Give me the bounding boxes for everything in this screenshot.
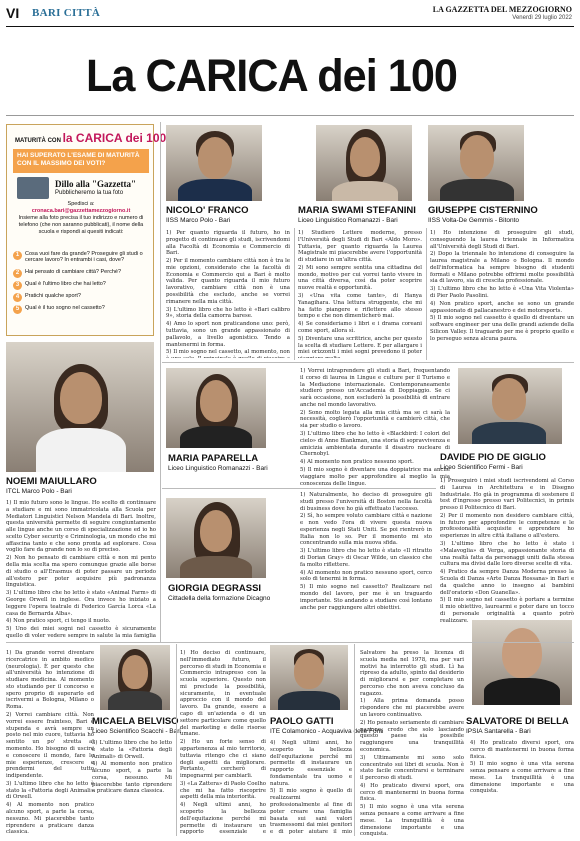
student-name: MICAELA BELVISO [92, 716, 179, 727]
photo-maria-swami-stefanini [316, 125, 412, 201]
article-noemi-maiullaro: 1) Il mio futuro sono le lingue. Ho scelto di continuare a studiare e mi sono immatricolata alla Scuola per Mediatori Linguistici Nelson Mandela di Bari. Inoltre, questa università permette di seguire congiuntamente alle lingue anche un corso di specializzazione ed io ho scelto Cyber security e Criminologia, un mondo che mi affascina tanto e che sono pronta ad esplorare. Cosa voglio fare da grande non lo so di preciso. 2) Non ho pensato di cambiare città e non mi pento della mia scelta ma spero comunque grazie alle borse di studio o all'Erasmus di poter passare un periodo all'estero per poter acquisire più padronanza linguistica. 3) L'ultimo libro che ho letto è stato «Animal Farm» di George Orwell in inglese. Ora invece ho iniziato a leggere l'opera teatrale di Federico García Lorca «La casa de Bernarda Alba». 4) Non pratico sport, ci tengo il nuoto. 5) Uno dei miei sogni nel cassetto è sicuramente quello di voler vedere sempre in salute la mia famiglia [6, 500, 156, 638]
article-paolo-gatti-cont: 4) Negli ultimi anni, ho scoperto la bellezza dell'equitazione perché mi permette di instaurare un rapporto essenziale e fondamentale tra uomo e natura. 5) Il mio sogno è quello di realizzarmi professionalmente al fine di poter creare una famiglia basata sui sani valori trasmessomi dai miei genitori e di poter aiutare il mio [270, 740, 352, 836]
headline-part1: La CARICA [86, 50, 307, 101]
article-nicolo-franco: 1) Per quanto riguarda il futuro, ho in progetto di continuare gli studi, iscrivendomi alla Facoltà di Economia e Commercio di Bari. 2) Per il momento cambiare città non è tra le mie opzioni, considerato che la facoltà di Economia e Commercio qui a Bari è molto valida. Per quanto riguarda il mio futuro lavorativo, cambiare città non è una possibilità che escludo, anche se vorrei rimanere nella mia città. 3) L'ultimo libro che ho letto è «Bari calibro 9», storia della camorra barese. 4) Amo lo sport non praticandone uno: però, tuttavia, sono un grande appassionato di pallavolo, a livello agonistico. Tendo a mantenermi in forma. 5) Il mio sogno nel cassetto, al momento, non [166, 230, 290, 356]
student-school: IISS Volta-De Gemmis - Bitonto [428, 217, 520, 224]
article-salvatore-di-bella-cont: 4) Ho praticato diversi sport, ora cerco di mantenermi in buona forma fisica. 5) Il mio sogno è una vita serena senza pensare a come arrivare a fine mese. La tranquillità è una dimensione importante e una conquista. [470, 740, 574, 795]
headline-divider [6, 115, 574, 116]
column-divider [354, 644, 355, 836]
student-name: PAOLO GATTI [270, 716, 334, 727]
column-divider [294, 228, 295, 360]
article-paolo-gatti: 1) Ho deciso di continuare, nell'immediato futuro, il percorso di studi in Economia e Commercio intrapreso con la scuola superiore. Questo non mi preclude la possibilità, sicuramente, in eventuale approccio con il mondo del lavoro. Da grande, essere a capo di un'azienda o di un settore particolare come quello del marketing e delle risorse umane. 2) Ho un forte senso di appartenenza al mio territorio, tuttavia ritengo che ci siano degli aspetti da migliorare. Pertanto, cercherò di impegnarmi per cambiarli. 3) «La Zattera» di Paolo Coelho che mi ha fatto riscoprire aspetti della mia interiorità. 4) Negli ultimi anni, ho scoperto la bellezza dell'equitazione perché mi permette di instaurare un rapporto essenziale e [180, 650, 266, 836]
promo-email-link[interactable]: cronaca.bari@gazzettamezzogiorno.it [31, 207, 131, 214]
page-header [6, 5, 574, 27]
phone-icon [17, 177, 49, 199]
student-name: DAVIDE PIO DE GIGLIO [440, 452, 546, 463]
student-name: MARIA PAPARELLA [168, 453, 259, 464]
article-davide-pio-de-giglio: 1) Proseguirò i miei studi iscrivendomi al Corso di Laurea in Architettura e in Disegno Industriale. Ho già in programma di sostenere il test d'ingresso presso vari Politecnici, in primis presso il Politecnico di Bari. 2) Per il momento non desidero cambiare città, in futuro per approfondire le competenze e le professionalità acquisite e apprendere ho esperienze in altre città italiane o all'estero. 3) L'ultimo libro che ho letto è stato i «Malavoglia» di Verga, appassionante storia di una realtà fatta da personaggi uniti dalla stessa cultura ma divisi dalle loro diverse scelte di vita. 4) Pratico da sempre Danza Moderna presso la Scuola di Danza «Arte Danza Rossana» in Bari e da qualche anno io insegno ai bambini dell'oratorio «Don Guanella». 5) Il mio sogno nel cassetto è portare a termine il mio obiettivo, laurearmi e poter dare un tocco di personale originalità a quanto potrò realizzare. [440, 478, 574, 624]
promo-question-5[interactable]: 5 Qual è il tuo sogno nel cassetto? [13, 305, 151, 314]
article-salvatore-di-bella: Salvatore ha preso la licenza di scuola media nel 1978, ma per vari motivi ha interrotto gli studi. Lì ha ripreso da adulto, spinto dal desiderio di migliorarsi e per completare un percorso che non aveva concluso da ragazzo. 1) Alla prima domanda posso rispondere che mi piacerebbe avere un lavoro continuativo. 2) Ho pensato seriamente di cambiare nazione, credo che solo lasciando questo paese sia possibile raggiungere una tranquillità economica. 3) Ultimamente mi sono solo concentrato sui libri di scuola. Non è stato facile concentrarsi e terminare il percorso di studi. 4) Ho praticato diversi sport, ora cerco di mantenermi in buona forma fisica. 5) Il mio sogno è una vita serena senza pensare a come arrivare a fine mese. La tranquillità è una dimensione importante e una conquista. [360, 650, 464, 836]
student-school: ITE Colamonico - Acquaviva delle Fonti [270, 728, 384, 735]
article-micaela-belviso: 1) Da grande vorrei diventare ricercatrice in ambito medico (neurologia). È per questo che all'università ho intenzione di studiare medicina. Al momento sto studiando per il concorso e spero proprio di superarlo ed iscrivermi a Bologna, Milano o Roma. 2) Vorrei cambiare città. Non vorrei essere frainteso, Bari è stupenda e avrà sempre un posto nel mio cuore, tuttavia ho sentito un po' stretta al momento. Ho bisogno di uscire e conoscere il mondo, fare le mie esperienze, crescere e prendermi del tutto indipendente. 3) L'ultimo libro che ho letto è stato la «Fattoria degli Animali» di Orwell. 4) Al momento non pratico alcuno sport, a parte la corsa, nessuno. Mi piacerebbe tanto riprendere a praticare danza classica. [6, 650, 94, 836]
student-name: NICOLO' FRANCO [166, 205, 249, 216]
promo-question-3[interactable]: 3 Qual è l'ultimo libro che hai letto? [13, 281, 151, 290]
headline-part2: dei 100 [317, 50, 458, 101]
photo-micaela-belviso [100, 645, 170, 710]
photo-giuseppe-cisternino [428, 125, 524, 201]
promo-send: Spedisci a: cronaca.bari@gazzettamezzogiorno.it Insieme alla foto precisa il tuo indirizzo e numero di telefono (che non saranno pubblicati), il nome della scuola e rispondi ai quesiti indicati: [13, 201, 149, 235]
student-name: MARIA SWAMI STEFANINI [298, 205, 416, 216]
student-school: ITCL Marco Polo - Bari [6, 488, 72, 495]
page-number: VI [6, 5, 20, 21]
row-divider [6, 642, 574, 643]
page-headline [86, 50, 457, 102]
photo-paolo-gatti [270, 645, 348, 710]
column-divider [426, 228, 427, 360]
photo-davide-pio-de-giglio [458, 368, 562, 444]
publication-date: Venerdì 29 luglio 2022 [512, 15, 572, 21]
column-divider [176, 644, 177, 836]
student-name: GIORGIA DEGRASSI [168, 583, 262, 594]
promo-pubblicheremo: Pubblicheremo la tua foto [55, 190, 124, 196]
student-school: IPSIA Santarella - Bari [466, 728, 531, 735]
promo-question-1[interactable]: 1 Cosa vuoi fare da grande? Proseguire gli studi o cercare lavoro? In entrambi i casi, dove? [13, 251, 151, 264]
section-title: BARI CITTÀ [32, 7, 101, 19]
student-name: NOEMI MAIULLARO [6, 476, 97, 487]
row-divider [162, 488, 436, 489]
promo-dillo: Dillo alla "Gazzetta" [55, 179, 136, 189]
photo-maria-paparella [166, 368, 266, 448]
student-school: Liceo Scientifico Scacchi - Bari [92, 728, 181, 735]
promo-question-2[interactable]: 2 Hai pensato di cambiare città? Perché? [13, 269, 151, 278]
student-school: Liceo Scientifico Fermi - Bari [440, 464, 523, 471]
student-school: Liceo Linguistico Romanazzi - Bari [168, 465, 268, 472]
column-divider [160, 122, 161, 642]
student-name: GIUSEPPE CISTERNINO [428, 205, 538, 216]
promo-box [6, 124, 167, 336]
student-school: Liceo Linguistico Romanazzi - Bari [298, 217, 398, 224]
article-micaela-belviso-cont: 3) L'ultimo libro che ho letto è stato la «Fattoria degli Animali» di Orwell. 4) Al momento non pratico alcuno sport, a parte la corsa, nessuno. Mi piacerebbe tanto riprendere a praticare danza classica. [92, 740, 172, 795]
article-maria-paparella: 1) Vorrei intraprendere gli studi a Bari, frequentando il corso di laurea in Lingue e culture per il Turismo e la Mediazione internazionale. Contemporaneamente studierò presso un'Accademia di Doppiaggio. Se ci sarà occasione, non escluderò la possibilità di entrare anche nel mondo lavorativo. 2) Sono molto legata alla mia città ma se ci sarà la necessità, coglierò l'opportunità e cambierò città, che sia per studio o lavoro. 3) L'ultimo libro che ho letto è «Blackbird: I colori del cielo» di Anne Blankman, una storia di sopravvivenza e amicizia ambientata durante il disastro nucleare di Chernobyl. 4) Al momento non pratico nessuno sport. 5) Il mio sogno è diventare una doppiatrice ma anche viaggiare molto per approfondire al meglio la mia conoscenza delle lingue. [300, 368, 450, 486]
promo-question-4[interactable]: 4 Pratichi qualche sport? [13, 293, 151, 302]
article-maria-swami-stefanini: 1) Studierò Lettere moderne, presso l'Università degli Studi di Bari «Aldo Moro». Tuttavia, per quanto riguarda la Laurea Magistrale mi piacerebbe avere l'opportunità di studiare in un'altra città. 2) Mi sono sempre sentita una cittadina del mondo, motivo per cui vorrei tanto vivere in una città diversa, così da poter scoprire nuove realtà e opportunità. 3) «Una vita come tante», di Hanya Yanagihara. Una lettura struggente, che mi ha fatto piangere e riflettere allo stesso tempo e che non dimenticherò mai. 4) Se consideriamo i libri e i drama coreani come sport, allora sì. 5) Diventare una scrittrice, anche per questo la scelta di studiare Lettere. E per allargare i miei orizzonti i miei sogni prevedono il poter [298, 230, 422, 356]
student-school: Cittadella della formazione Dicagno [168, 595, 271, 602]
promo-banner: HAI SUPERATO L'ESAME DI MATURITÀ CON IL MASSIMO DEI VOTI? [13, 149, 149, 173]
photo-noemi-maiullaro [6, 342, 154, 472]
student-school: IISS Marco Polo - Bari [166, 217, 231, 224]
newspaper-name: LA GAZZETTA DEL MEZZOGIORNO [432, 5, 572, 14]
promo-title: MATURITÀ CON la CARICA dei 100 [15, 131, 167, 145]
article-giuseppe-cisternino: 1) Ho intenzione di proseguire gli studi, conseguendo la laurea triennale in Informatica all'Università degli Studi di Bari. 2) Dopo la triennale ho intenzione di conseguire la laurea magistrale a Milano o Bologna. Il mondo dell'informatica ha sempre bisogno di studenti formati e Milano potrebbe offrirmi molte possibilità sia di lavoro, sia di crescita professionale. 3) L'ultimo libro che ho letto è «Una Vita Violenta» di Pier Paolo Pasolini. 4) Non pratico sport, anche se sono un grande appassionato di pallacanestro e dei motorsports. 5) Il mio sogno nel cassetto è quello di diventare un software engineer per una delle grandi aziende della Silicon Valley. Il traguardo per me è proprio quello e lo perseguo senza alcuna paura. [430, 230, 574, 342]
student-name: SALVATORE DI BELLA [466, 716, 569, 727]
photo-nicolo-franco [166, 125, 262, 201]
photo-giorgia-degrassi [166, 498, 266, 578]
article-giorgia-degrassi: 1) Naturalmente, ho deciso di proseguire gli studi presso l'università di Boston nella facoltà di business dove ho già effettuato l'accesso. 2) Sì, ho sempre voluto cambiare città e nazione e non vedo l'ora di vivere questa nuova esperienza negli Stati Uniti. Se poi rientrerò in Italia non lo so. Per il momento mi sto concentrando sulla mia nuova sfida. 3) L'ultimo libro che ho letto è stato «Il ritratto di Dorian Gray» di Oscar Wilde, un classico che fa molto riflettere. 4) Al momento non pratico nessuno sport, cerco solo di tenermi in forma. 5) Il mio sogno nel cassetto? Realizzare nel mondo del lavoro, per me è un traguardo importante. Sto andando a studiare così lontano anche per raggiungere altri obiettivi. [300, 492, 432, 611]
promo-instructions: Insieme alla foto precisa il tuo indirizzo e numero di telefono (che non saranno pubblicati), il nome della scuola e rispondi ai quesiti indicati: [18, 214, 144, 235]
row-divider [162, 362, 574, 363]
